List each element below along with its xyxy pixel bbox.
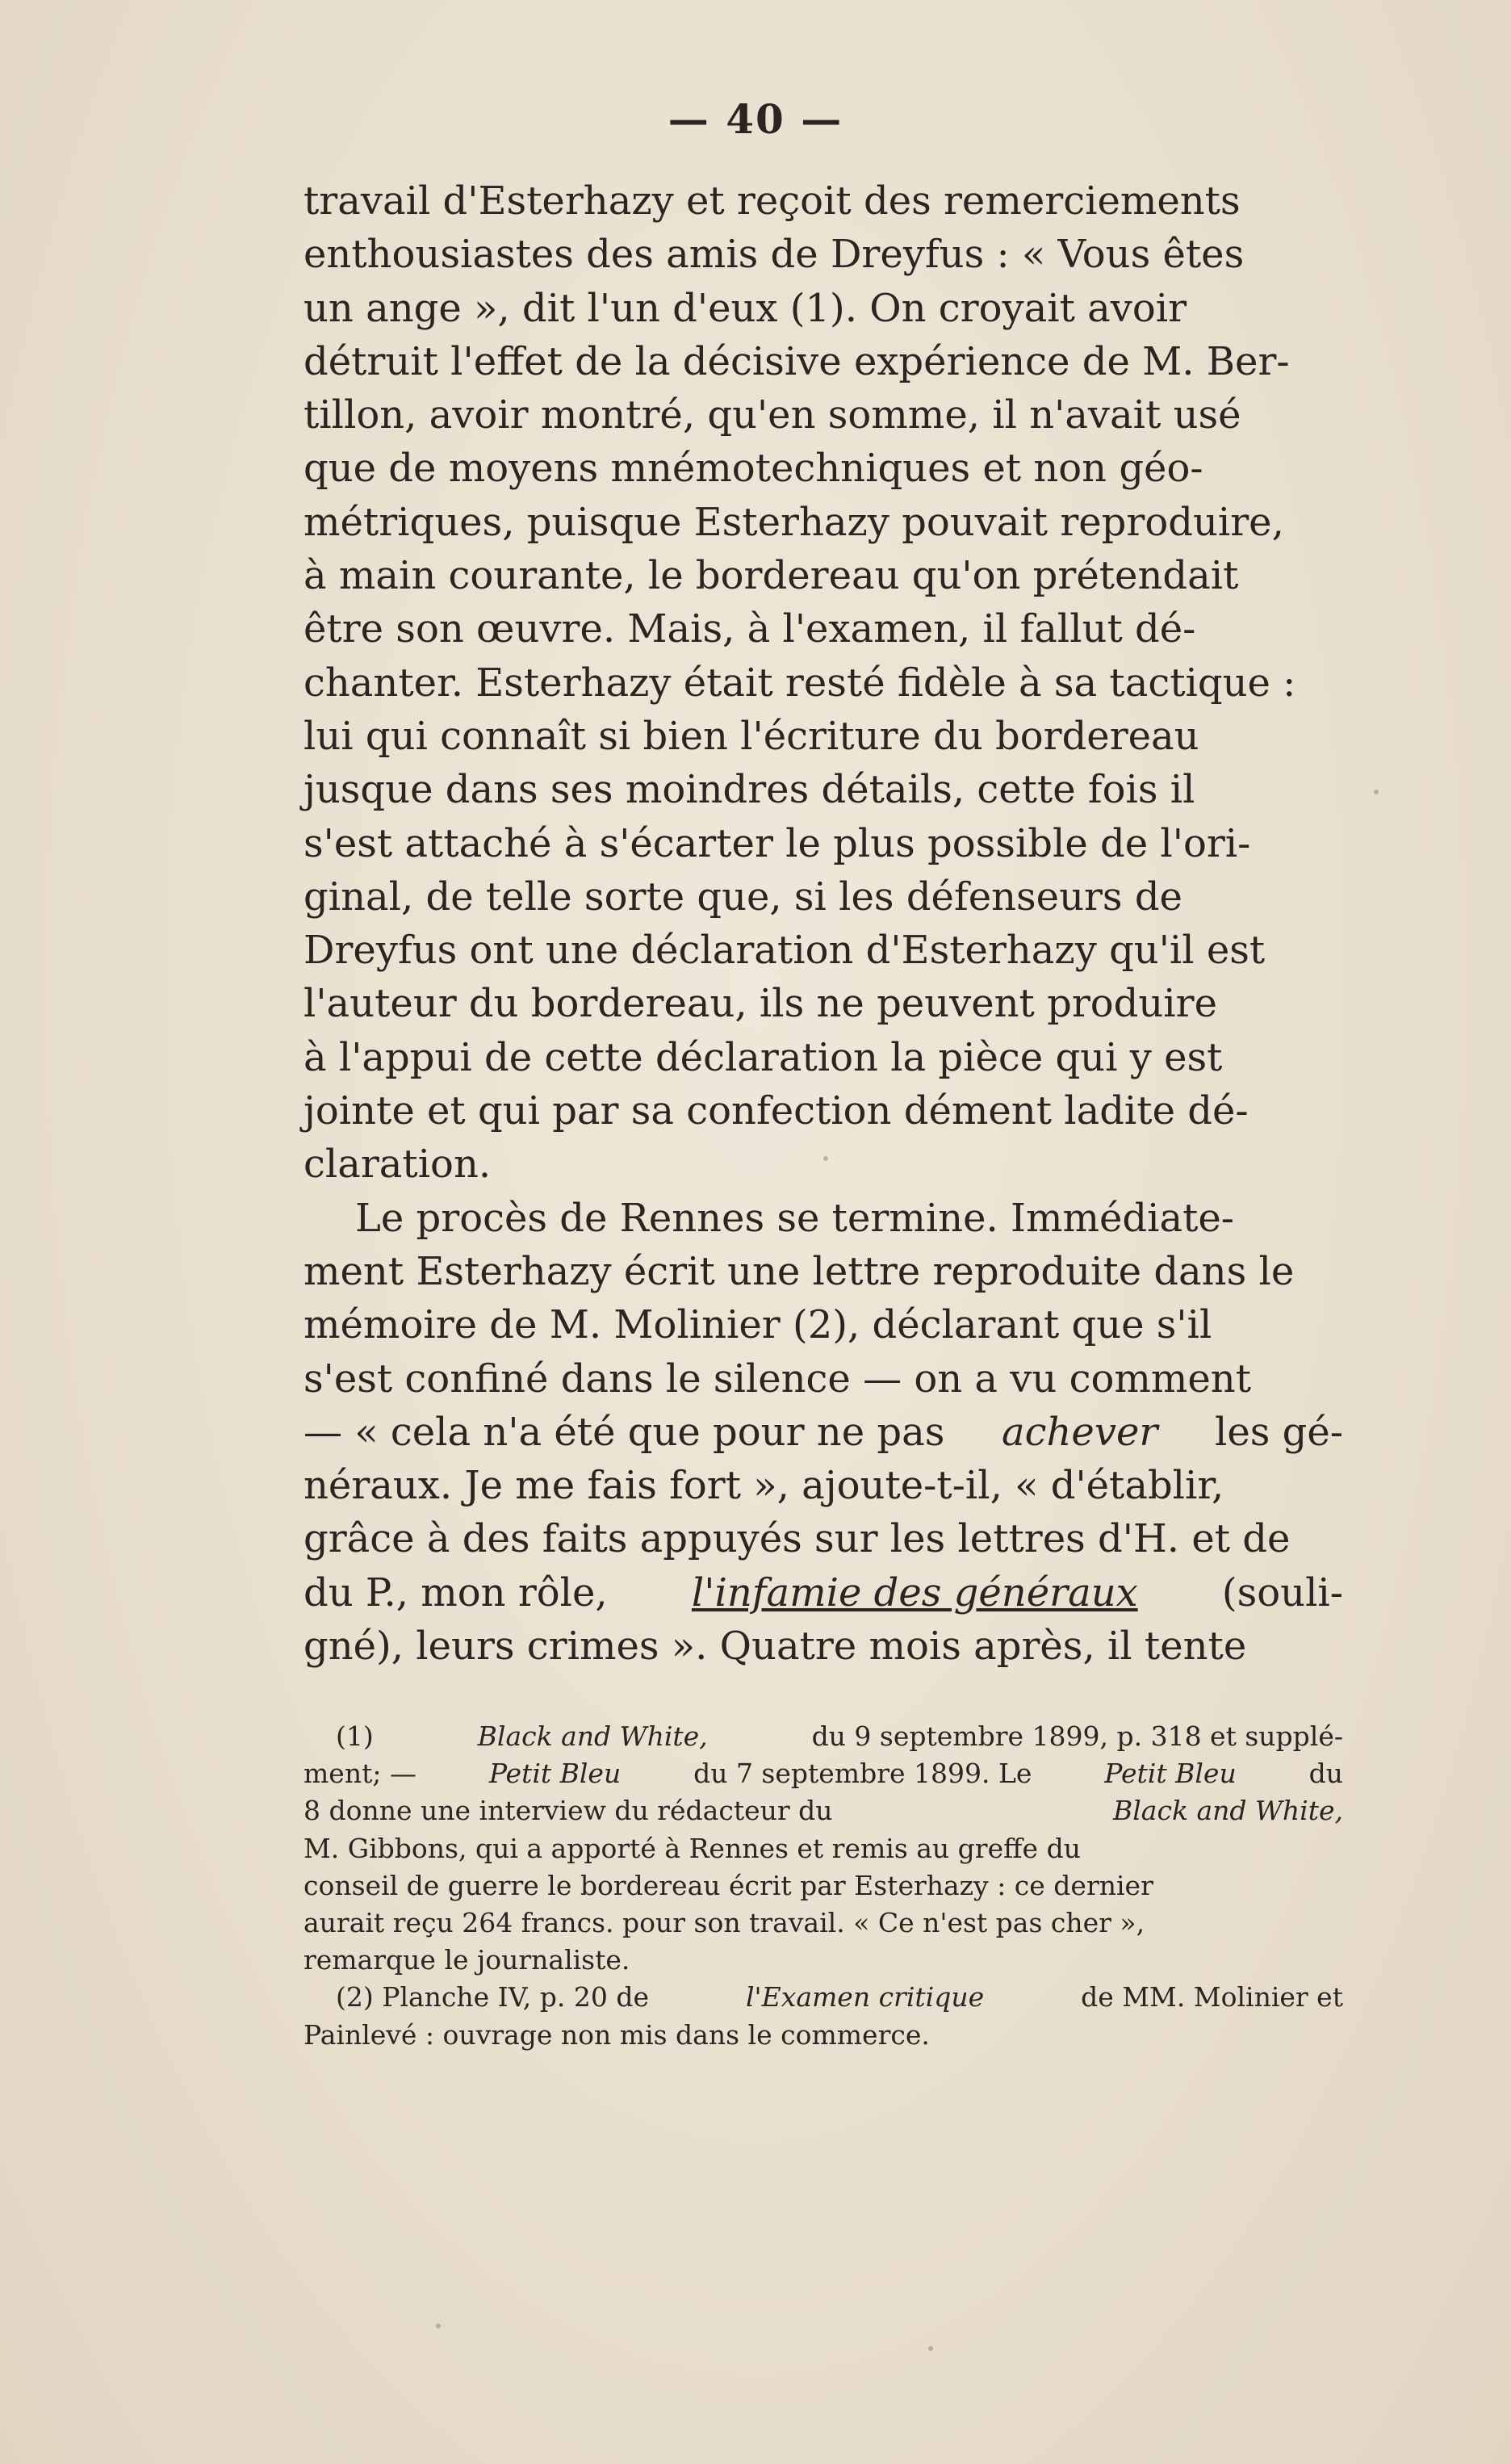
- footnote-italic: Black and White,: [477, 1720, 708, 1752]
- text-line: [303, 817, 1343, 870]
- footnote-text: Painlevé : ouvrage non mis dans le commerce.: [303, 2018, 930, 2051]
- text-line: [303, 656, 1343, 710]
- line-text: métriques, puisque Esterhazy pouvait reproduire,: [303, 499, 1284, 545]
- footnote-line: [303, 1718, 1343, 1755]
- footnote-italic: Black and White,: [1113, 1795, 1343, 1827]
- line-text: les gé-: [1214, 1409, 1343, 1455]
- line-text: que de moyens mnémotechniques et non géo-: [303, 446, 1203, 492]
- footnote-text: du: [1308, 1758, 1343, 1790]
- text-line: [303, 763, 1343, 816]
- line-text: jusque dans ses moindres détails, cette fois il: [303, 767, 1195, 813]
- line-text: ment Esterhazy écrit une lettre reproduite dans le: [303, 1248, 1295, 1294]
- line-text: à main courante, le bordereau qu'on prétendait: [303, 553, 1239, 599]
- line-text: jointe et qui par sa confection dément ladite dé-: [303, 1088, 1249, 1134]
- text-line: [303, 1245, 1343, 1298]
- footnote-line: [303, 1942, 1343, 1979]
- text-line: [303, 602, 1343, 656]
- text-line: [303, 870, 1343, 924]
- footnote-line: [303, 1830, 1343, 1867]
- line-text: s'est attaché à s'écarter le plus possible de l'ori-: [303, 820, 1251, 866]
- footnote-italic: Petit Bleu: [488, 1758, 622, 1790]
- text-line: [303, 1298, 1343, 1351]
- line-text: détruit l'effet de la décisive expérience de M. Ber-: [303, 338, 1290, 384]
- line-text: un ange », dit l'un d'eux (1). On croyait avoir: [303, 285, 1187, 331]
- footnote-text: aurait reçu 264 francs. pour son travail. « Ce n'est pas cher »,: [303, 1906, 1145, 1938]
- footnote-italic: Petit Bleu: [1104, 1758, 1237, 1790]
- body-text: [303, 174, 1343, 1673]
- text-line: [303, 174, 1343, 228]
- page-number: — 40 —: [668, 95, 843, 143]
- paper-fleck: [436, 2324, 441, 2328]
- line-text: (souli-: [1221, 1569, 1343, 1615]
- text-line: [303, 1031, 1343, 1084]
- footnote-text: (2) Planche IV, p. 20 de: [336, 1981, 649, 2014]
- text-line: [303, 1620, 1343, 1673]
- line-text: s'est confiné dans le silence — on a vu comment: [303, 1356, 1251, 1402]
- footnote-text: conseil de guerre le bordereau écrit par Esterhazy : ce dernier: [303, 1869, 1153, 1901]
- text-line: [303, 549, 1343, 602]
- footnote-text: remarque le journaliste.: [303, 1944, 630, 1976]
- footnote-text: ment; —: [303, 1758, 416, 1790]
- text-line: [303, 924, 1343, 977]
- text-line: [303, 388, 1343, 442]
- text-line: [303, 442, 1343, 495]
- line-text: ginal, de telle sorte que, si les défenseurs de: [303, 874, 1182, 920]
- line-text: mémoire de M. Molinier (2), déclarant que s'il: [303, 1302, 1212, 1348]
- footnotes: [303, 1718, 1343, 2054]
- italic-underlined-phrase: l'infamie des généraux: [691, 1569, 1138, 1615]
- text-line: [303, 1192, 1343, 1245]
- footnote-text: du 9 septembre 1899, p. 318 et supplé-: [811, 1720, 1343, 1752]
- paper-fleck: [928, 2346, 933, 2351]
- line-text: chanter. Esterhazy était resté fidèle à sa tactique :: [303, 660, 1296, 706]
- footnote-line: [303, 1755, 1343, 1792]
- footnote-marker: (1): [336, 1720, 374, 1752]
- text-line: [303, 1406, 1343, 1459]
- text-line: [303, 496, 1343, 549]
- text-line: [303, 977, 1343, 1030]
- line-text: néraux. Je me fais fort », ajoute-t-il, « d'établir,: [303, 1463, 1224, 1509]
- footnote-italic: l'Examen critique: [746, 1981, 985, 2014]
- text-line: [303, 1512, 1343, 1565]
- text-line: [303, 1459, 1343, 1512]
- line-text: du P., mon rôle,: [303, 1569, 608, 1615]
- line-text: enthousiastes des amis de Dreyfus : « Vous êtes: [303, 232, 1245, 278]
- text-line: [303, 1566, 1343, 1620]
- line-text: grâce à des faits appuyés sur les lettres d'H. et de: [303, 1516, 1291, 1562]
- footnote-text: du 7 septembre 1899. Le: [693, 1758, 1032, 1790]
- footnote-line: [303, 1905, 1343, 1942]
- line-text: travail d'Esterhazy et reçoit des remerciements: [303, 178, 1241, 224]
- footnote-line: [303, 2017, 1343, 2054]
- footnote-text: M. Gibbons, qui a apporté à Rennes et remis au greffe du: [303, 1832, 1081, 1864]
- line-text: claration.: [303, 1142, 492, 1188]
- line-text: Dreyfus ont une déclaration d'Esterhazy qu'il est: [303, 928, 1266, 974]
- line-text: l'auteur du bordereau, ils ne peuvent produire: [303, 981, 1218, 1027]
- text-line: [303, 1352, 1343, 1406]
- text-line: [303, 228, 1343, 281]
- footnote-text: 8 donne une interview du rédacteur du: [303, 1795, 833, 1827]
- text-line: [303, 282, 1343, 335]
- text-line: [303, 1138, 1343, 1191]
- paper-fleck: [1374, 790, 1379, 794]
- text-line: [303, 335, 1343, 388]
- italic-word: achever: [1002, 1409, 1158, 1455]
- line-text: Le procès de Rennes se termine. Immédiate-: [355, 1195, 1234, 1241]
- line-text: lui qui connaît si bien l'écriture du bordereau: [303, 713, 1199, 759]
- line-text: gné), leurs crimes ». Quatre mois après, il tente: [303, 1624, 1247, 1670]
- footnote-text: de MM. Molinier et: [1081, 1981, 1343, 2014]
- footnote-line: [303, 1979, 1343, 2016]
- line-text: être son œuvre. Mais, à l'examen, il fallut dé-: [303, 606, 1196, 652]
- line-text: tillon, avoir montré, qu'en somme, il n'avait usé: [303, 392, 1241, 438]
- footnote-line: [303, 1867, 1343, 1905]
- text-line: [303, 710, 1343, 763]
- footnote-line: [303, 1792, 1343, 1829]
- line-text: — « cela n'a été que pour ne pas: [303, 1409, 945, 1455]
- line-text: à l'appui de cette déclaration la pièce qui y est: [303, 1034, 1223, 1080]
- paper-fleck: [823, 1156, 828, 1161]
- text-line: [303, 1084, 1343, 1138]
